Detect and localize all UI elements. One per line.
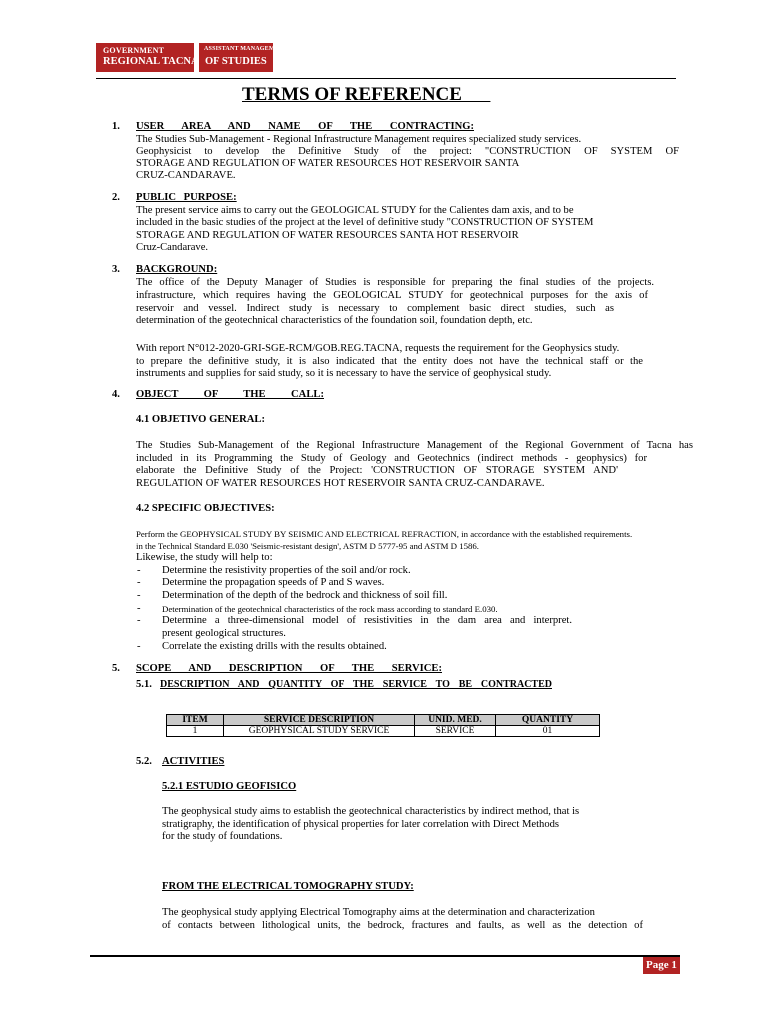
- logo2-line-2: OF STUDIES: [205, 56, 267, 67]
- paragraph-line: With report N°012-2020-GRI-SGE-RCM/GOB.REG.TACNA, requests the requirement for the Geophysics study.: [136, 343, 620, 354]
- paragraph-line: The geophysical study aims to establish the geotechnical characteristics by indirect method, that is: [162, 806, 580, 817]
- paragraph-line: STORAGE AND REGULATION OF WATER RESOURCES SANTA HOT RESERVOIR: [136, 230, 519, 241]
- bullet-dash: -: [137, 565, 141, 576]
- government-logo: [96, 43, 199, 72]
- paragraph-line: The present service aims to carry out the GEOLOGICAL STUDY for the Calientes dam axis, and to be: [136, 205, 574, 216]
- list-item: Correlate the existing drills with the results obtained.: [162, 641, 387, 652]
- logo-line-1: GOVERNMENT: [103, 46, 165, 55]
- bullet-dash: -: [137, 641, 141, 652]
- paragraph-line: elaborate the Definitive Study of the Project: 'CONSTRUCTION OF STORAGE SYSTEM AND': [136, 465, 618, 476]
- section-number: 2.: [112, 192, 120, 203]
- header-rule: [96, 78, 676, 79]
- table-cell: 1: [167, 726, 224, 737]
- table-header-row: [167, 715, 600, 726]
- section-heading: USER AREA AND NAME OF THE CONTRACTING:: [136, 121, 474, 132]
- table-cell: SERVICE: [415, 726, 496, 737]
- document-title: TERMS OF REFERENCE: [242, 84, 491, 105]
- paragraph-line: stratigraphy, the identification of physical properties for later correlation with Direct Methods: [162, 819, 560, 830]
- bullet-dash: -: [137, 577, 141, 588]
- subsection-number: 5.1.: [136, 679, 152, 690]
- table-header: SERVICE DESCRIPTION: [224, 715, 415, 726]
- section-number: 4.: [112, 389, 120, 400]
- section-number: 5.: [112, 663, 120, 674]
- list-item: Determine a three-dimensional model of resistivities in the dam area and interpret.: [162, 615, 572, 626]
- table-header: UNID. MED.: [415, 715, 496, 726]
- footer-rule: [90, 955, 680, 957]
- paragraph-line: REGULATION OF WATER RESOURCES HOT RESERVOIR SANTA CRUZ-CANDARAVE.: [136, 478, 545, 489]
- paragraph-line: Perform the GEOPHYSICAL STUDY BY SEISMIC AND ELECTRICAL REFRACTION, in accordance with the established requirements.: [136, 529, 633, 539]
- list-item: Determine the propagation speeds of P and S waves.: [162, 577, 385, 588]
- subsection-heading: FROM THE ELECTRICAL TOMOGRAPHY STUDY:: [162, 881, 414, 892]
- section-number: 3.: [112, 264, 120, 275]
- paragraph-line: Geophysicist to develop the Definitive Study of the project: "CONSTRUCTION OF SYSTEM OF: [136, 146, 679, 157]
- bullet-dash: -: [137, 603, 141, 614]
- paragraph-line: The geophysical study applying Electrical Tomography aims at the determination and characterization: [162, 907, 595, 918]
- section-heading: PUBLIC PURPOSE:: [136, 192, 237, 203]
- bullet-dash: -: [137, 590, 141, 601]
- paragraph-line: The Studies Sub-Management - Regional Infrastructure Management requires specialized study services.: [136, 134, 582, 145]
- section-heading: OBJECT OF THE CALL:: [136, 389, 324, 400]
- table-cell: 01: [496, 726, 600, 737]
- paragraph-line: determination of the geotechnical characteristics of the foundation soil, foundation depth, etc.: [136, 315, 533, 326]
- subsection-heading: ACTIVITIES: [162, 756, 225, 767]
- logo-line-2: REGIONAL TACNA: [103, 56, 199, 67]
- list-item: Determination of the geotechnical characteristics of the rock mass according to standard E.030.: [162, 604, 498, 614]
- subsection-heading: 4.2 SPECIFIC OBJECTIVES:: [136, 503, 275, 514]
- paragraph-line: in the Technical Standard E.030 'Seismic-resistant design', ASTM D 5777-95 and ASTM D 1586.: [136, 541, 479, 551]
- table-header: QUANTITY: [496, 715, 600, 726]
- subsection-heading: 5.2.1 ESTUDIO GEOFISICO: [162, 781, 297, 792]
- paragraph-line: The Studies Sub-Management of the Regional Infrastructure Management of the Regional Government of Tacna has: [136, 440, 693, 451]
- paragraph-line: included in the basic studies of the project at the level of definitive study "CONSTRUCTION OF SYSTEM: [136, 217, 594, 228]
- section-number: 1.: [112, 121, 120, 132]
- table-header: ITEM: [167, 715, 224, 726]
- section-heading: BACKGROUND:: [136, 264, 218, 275]
- paragraph-line: for the study of foundations.: [162, 831, 283, 842]
- paragraph-line: STORAGE AND REGULATION OF WATER RESOURCES HOT RESERVOIR SANTA: [136, 158, 520, 169]
- table-row: [167, 726, 600, 737]
- subsection-heading: DESCRIPTION AND QUANTITY OF THE SERVICE TO BE CONTRACTED: [160, 679, 552, 690]
- page-number: Page 1: [643, 957, 680, 974]
- paragraph-line: infrastructure, which requires having the GEOLOGICAL STUDY for geotechnical purposes for the axis of: [136, 290, 648, 301]
- paragraph-line: Cruz-Candarave.: [136, 242, 209, 253]
- paragraph-line: CRUZ-CANDARAVE.: [136, 170, 236, 181]
- paragraph-line: to prepare the definitive study, it is also indicated that the entity does not have the technical staff or the: [136, 356, 643, 367]
- section-heading: SCOPE AND DESCRIPTION OF THE SERVICE:: [136, 663, 442, 674]
- bullet-dash: -: [137, 615, 141, 626]
- paragraph-line: of contacts between lithological units, the bedrock, fractures and faults, as well as the detection of: [162, 920, 643, 931]
- list-item: Determine the resistivity properties of the soil and/or rock.: [162, 565, 411, 576]
- subsection-number: 5.2.: [136, 756, 152, 767]
- list-item-continuation: present geological structures.: [162, 628, 286, 639]
- paragraph-line: reservoir and vessel. Indirect study is necessary to complement basic direct studies, such as: [136, 303, 614, 314]
- paragraph-line: included in its Programming the Study of Geology and Geotechnics (indirect methods - geophysics) for: [136, 453, 647, 464]
- management-logo: [199, 43, 288, 72]
- logo2-line-1: ASSISTANT MANAGEMENT: [204, 46, 288, 52]
- paragraph-line: instruments and supplies for said study, so it is necessary to have the service of geophysical study.: [136, 368, 552, 379]
- list-item: Determination of the depth of the bedrock and thickness of soil fill.: [162, 590, 448, 601]
- paragraph-line: The office of the Deputy Manager of Studies is responsible for preparing the final studies of the projects.: [136, 277, 654, 288]
- paragraph-line: Likewise, the study will help to:: [136, 552, 273, 563]
- table-cell: GEOPHYSICAL STUDY SERVICE: [224, 726, 415, 737]
- subsection-heading: 4.1 OBJETIVO GENERAL:: [136, 414, 265, 425]
- service-table: [166, 714, 600, 737]
